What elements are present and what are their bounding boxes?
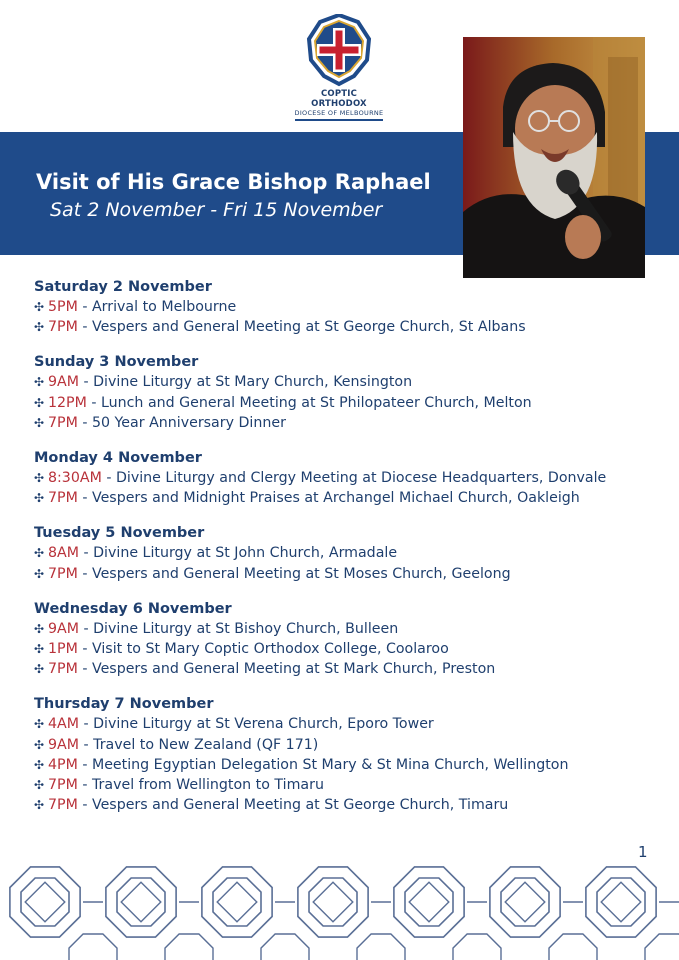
event-description: - Divine Liturgy and Clergy Meeting at Diocese Headquarters, Donvale (101, 470, 607, 487)
page-subtitle: Sat 2 November - Fri 15 November (50, 199, 383, 221)
day-section (34, 694, 674, 815)
diocese-logo (294, 14, 384, 121)
event-time: 9AM (48, 736, 79, 753)
event-time: 7PM (48, 319, 78, 336)
event-description: - Divine Liturgy at St John Church, Armadale (78, 545, 398, 562)
logo-underline (295, 119, 383, 121)
event-item (34, 468, 674, 488)
event-time: 5PM (48, 299, 78, 315)
event-item (34, 714, 674, 734)
event-time: 7PM (48, 414, 78, 431)
event-item (34, 795, 674, 815)
day-section (34, 448, 674, 508)
event-description: - Vespers and General Meeting at St Mark Church, Preston (77, 661, 496, 678)
day-title: Thursday 7 November (34, 696, 214, 713)
page-title: Visit of His Grace Bishop Raphael (36, 170, 431, 194)
day-section (34, 523, 674, 583)
day-title: Sunday 3 November (34, 354, 199, 371)
event-time: 4PM (48, 756, 78, 773)
pattern-diamond (313, 882, 353, 922)
schedule-list (34, 277, 674, 830)
bishop-photo (463, 37, 645, 278)
event-description: - Travel from Wellington to Timaru (77, 777, 324, 794)
day-title: Tuesday 5 November (34, 525, 205, 542)
pattern-octagon (21, 878, 69, 926)
event-time: 8AM (48, 545, 79, 562)
event-item (34, 735, 674, 755)
event-item (34, 775, 674, 795)
pattern-octagon (453, 934, 501, 960)
day-title: Monday 4 November (34, 450, 202, 467)
pattern-diamond (601, 882, 641, 922)
cross-bullet-icon: ✣ (34, 662, 45, 677)
event-description: - Vespers and General Meeting at St George Church, St Albans (77, 319, 526, 336)
page-number: 1 (638, 843, 648, 861)
pattern-octagon (597, 878, 645, 926)
pattern-octagon (69, 934, 117, 960)
cross-bullet-icon: ✣ (34, 546, 45, 561)
event-time: 7PM (48, 797, 78, 814)
event-description: - Meeting Egyptian Delegation St Mary & St Mina Church, Wellington (77, 756, 569, 773)
event-description: - Vespers and General Meeting at St George Church, Timaru (77, 797, 509, 814)
cross-bullet-icon: ✣ (34, 471, 45, 486)
event-item (34, 639, 674, 659)
cross-bullet-icon: ✣ (34, 798, 45, 813)
pattern-octagon (405, 878, 453, 926)
pattern-octagon (357, 934, 405, 960)
pattern-diamond (121, 882, 161, 922)
event-time: 1PM (48, 641, 78, 658)
event-description: - Divine Liturgy at St Verena Church, Eporo Tower (78, 716, 434, 733)
cross-bullet-icon: ✣ (34, 566, 45, 581)
cross-bullet-icon: ✣ (34, 642, 45, 657)
event-description: - Vespers and General Meeting at St Moses Church, Geelong (77, 565, 511, 582)
cross-bullet-icon: ✣ (34, 491, 45, 506)
cross-bullet-icon: ✣ (34, 300, 45, 314)
event-time: 7PM (48, 565, 78, 582)
pattern-octagon (501, 878, 549, 926)
cross-bullet-icon: ✣ (34, 415, 45, 430)
event-item (34, 413, 674, 433)
day-title: Saturday 2 November (34, 279, 212, 295)
decorative-pattern (0, 862, 679, 960)
day-section (34, 599, 674, 680)
pattern-octagon (309, 878, 357, 926)
cross-bullet-icon: ✣ (34, 395, 45, 410)
event-time: 9AM (48, 620, 79, 637)
cross-bullet-icon: ✣ (34, 757, 45, 772)
event-item (34, 317, 674, 337)
event-time: 7PM (48, 777, 78, 794)
event-description: - Visit to St Mary Coptic Orthodox College, Coolaroo (77, 641, 449, 658)
logo-text-line1: COPTIC ORTHODOX (311, 89, 367, 109)
event-item (34, 393, 674, 413)
day-section (34, 352, 674, 433)
event-description: - Arrival to Melbourne (77, 299, 237, 315)
coptic-cross-logo-icon (306, 14, 372, 88)
event-description: - Divine Liturgy at St Mary Church, Kensington (78, 374, 413, 391)
pattern-octagon (117, 878, 165, 926)
day-section (34, 277, 674, 337)
logo-text-line2: DIOCESE OF MELBOURNE (294, 109, 384, 117)
cross-bullet-icon: ✣ (34, 621, 45, 636)
event-description: - Lunch and General Meeting at St Philopateer Church, Melton (86, 394, 532, 411)
event-time: 9AM (48, 374, 79, 391)
cross-bullet-icon: ✣ (34, 737, 45, 752)
cross-bullet-icon: ✣ (34, 375, 45, 390)
event-item (34, 564, 674, 584)
event-item (34, 543, 674, 563)
event-item (34, 372, 674, 392)
event-time: 4AM (48, 716, 79, 733)
pattern-octagon (645, 934, 679, 960)
cross-bullet-icon: ✣ (34, 778, 45, 793)
cross-bullet-icon: ✣ (34, 320, 45, 335)
pattern-diamond (505, 882, 545, 922)
event-time: 7PM (48, 490, 78, 507)
pattern-octagon (549, 934, 597, 960)
event-item (34, 755, 674, 775)
event-description: - Divine Liturgy at St Bishoy Church, Bulleen (78, 620, 399, 637)
event-item (34, 659, 674, 679)
pattern-diamond (217, 882, 257, 922)
event-item (34, 297, 674, 317)
day-title: Wednesday 6 November (34, 600, 232, 617)
event-time: 7PM (48, 661, 78, 678)
event-description: - 50 Year Anniversary Dinner (77, 414, 286, 431)
event-item (34, 488, 674, 508)
event-time: 12PM (48, 394, 87, 411)
pattern-diamond (409, 882, 449, 922)
cross-bullet-icon: ✣ (34, 717, 45, 732)
pattern-octagon (261, 934, 309, 960)
event-item (34, 619, 674, 639)
event-time: 8:30AM (48, 470, 102, 487)
event-description: - Travel to New Zealand (QF 171) (78, 736, 319, 753)
event-description: - Vespers and Midnight Praises at Archangel Michael Church, Oakleigh (77, 490, 580, 507)
pattern-octagon (165, 934, 213, 960)
pattern-diamond (25, 882, 65, 922)
pattern-octagon (213, 878, 261, 926)
